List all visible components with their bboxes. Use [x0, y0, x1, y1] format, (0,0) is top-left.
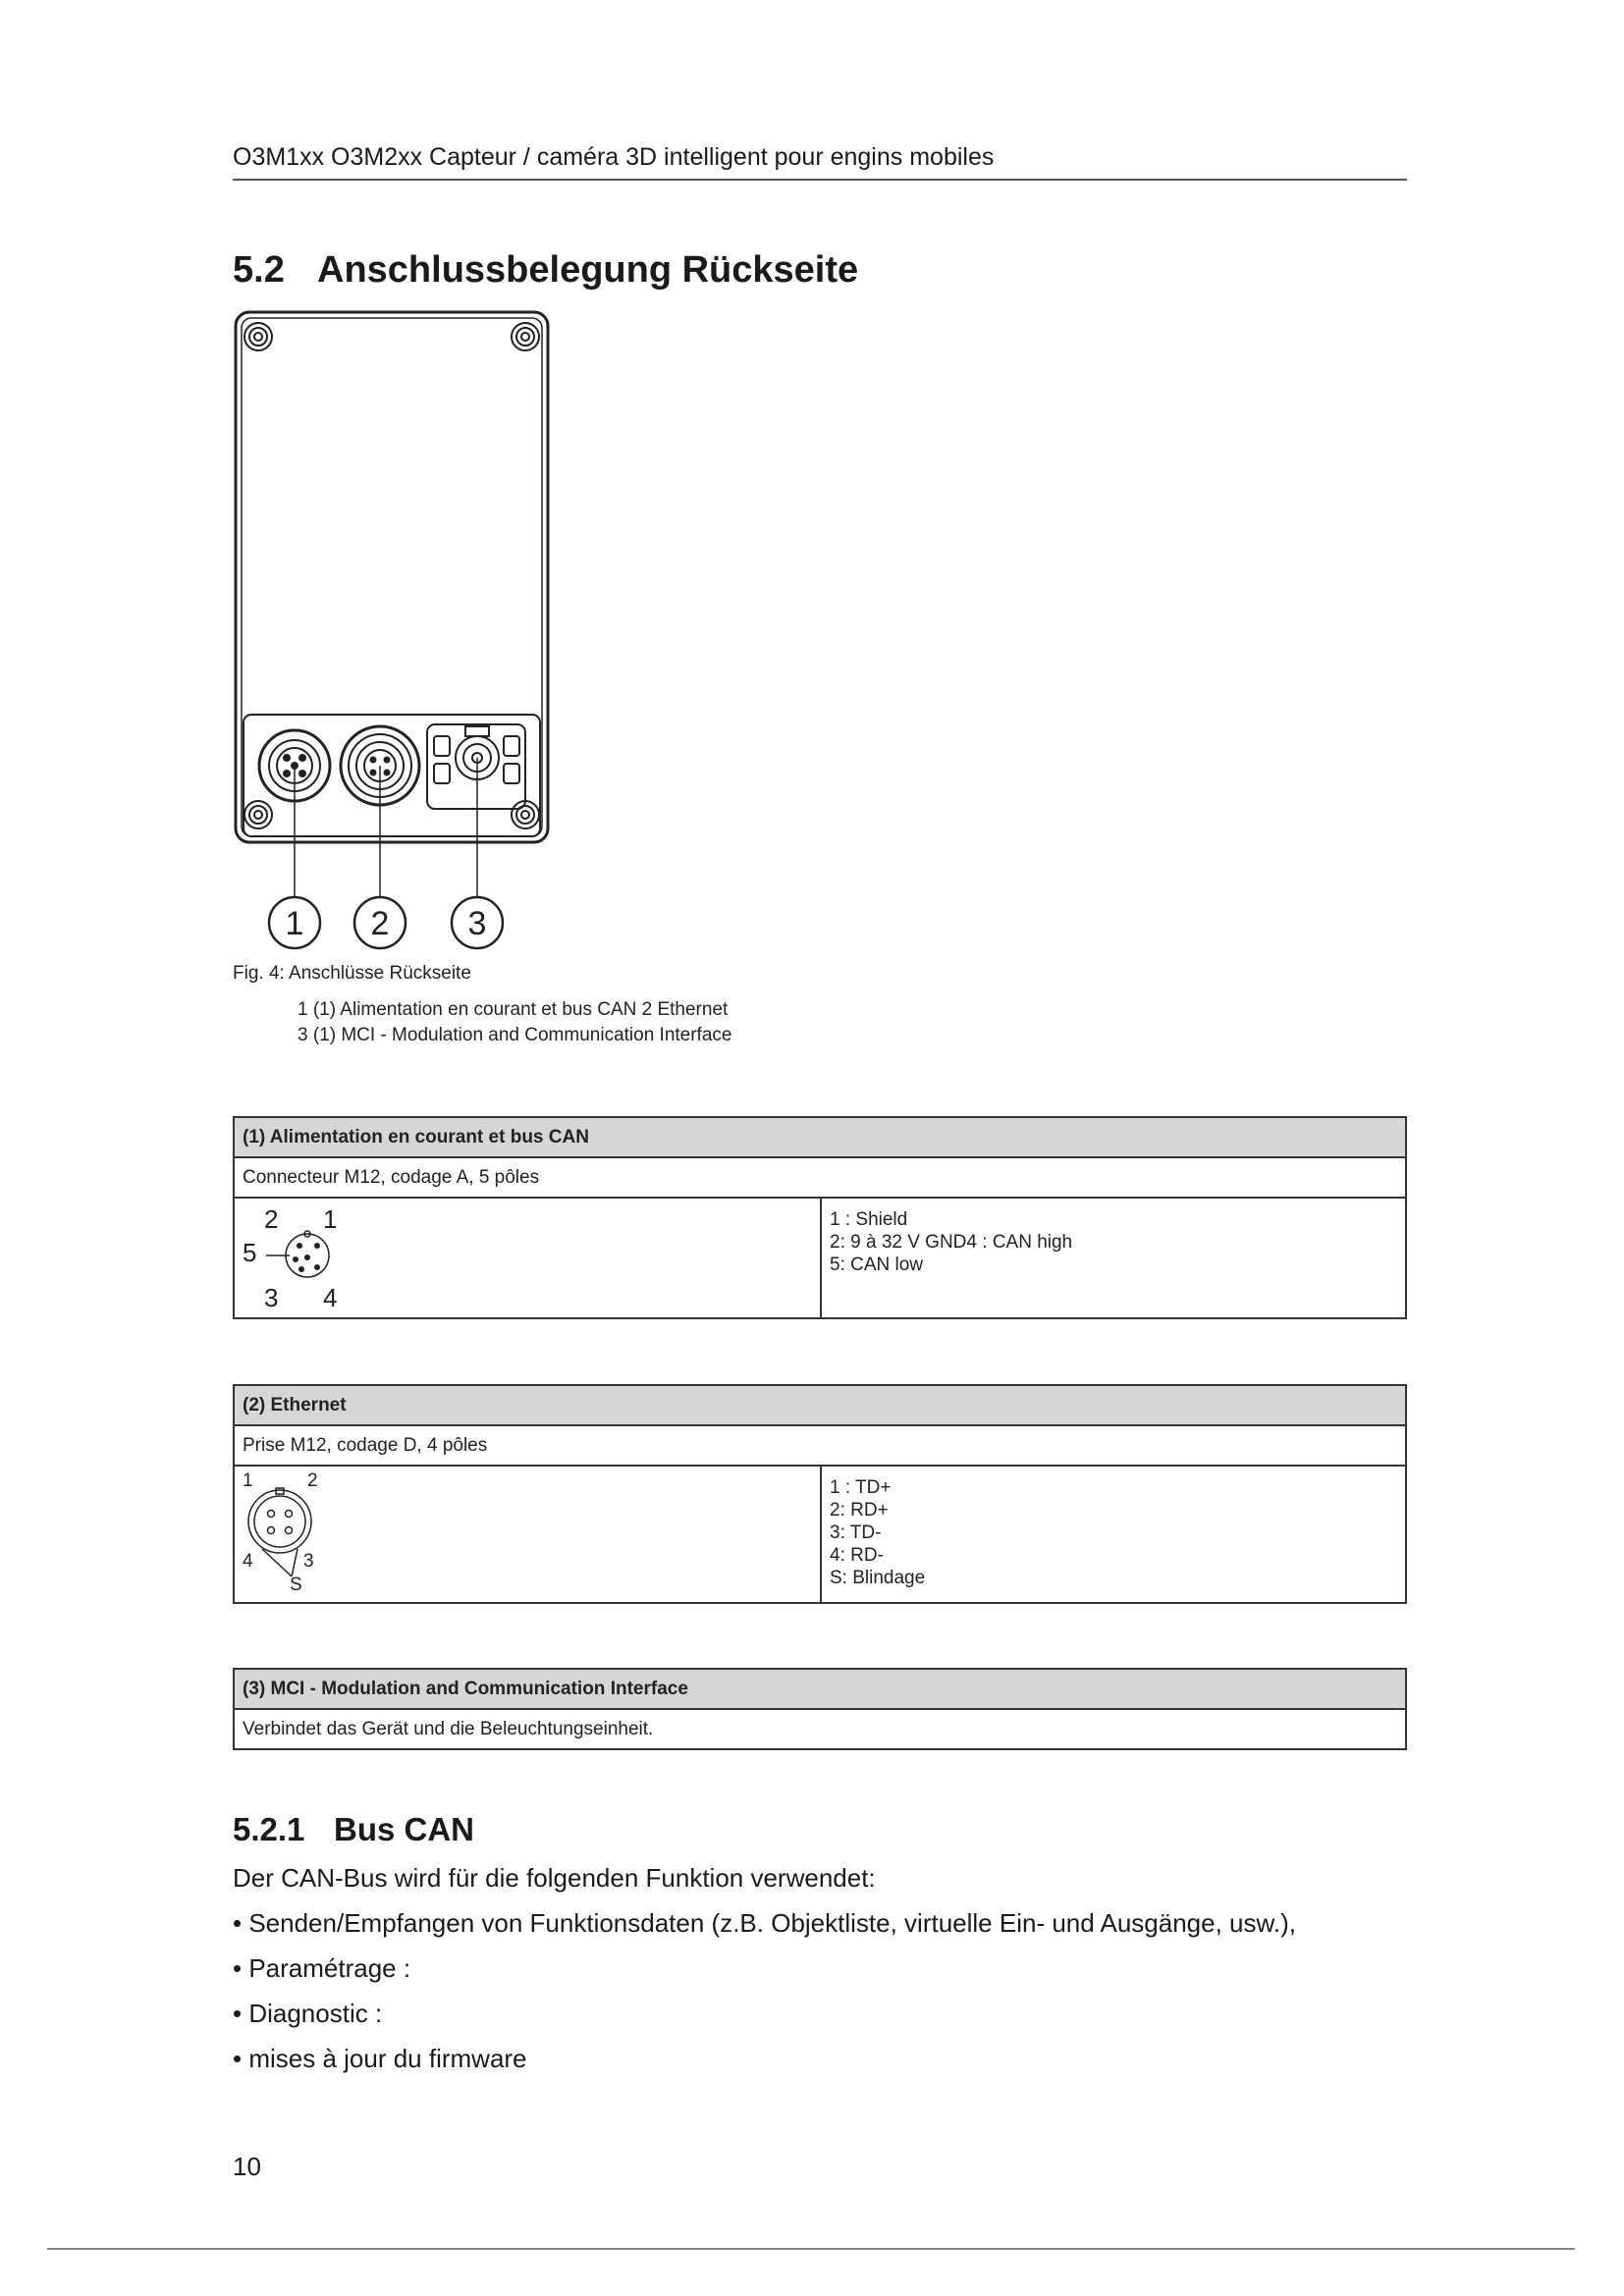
running-header: O3M1xx O3M2xx Capteur / caméra 3D intelligent pour engins mobiles — [233, 143, 995, 171]
m12-4-pin-diagram-icon — [241, 1474, 319, 1582]
m12-5-pin-diagram-icon — [260, 1220, 339, 1289]
body-intro: Der CAN-Bus wird für die folgenden Funktion verwendet: — [233, 1863, 876, 1893]
screw-icon — [512, 801, 539, 828]
pin-assignment-cell — [821, 1466, 1406, 1603]
table-subtitle: Verbindet das Gerät und die Beleuchtungseinheit. — [234, 1709, 1406, 1749]
pin-assignment: 2: 9 à 32 V GND4 : CAN high — [830, 1232, 1073, 1253]
pin-label: 2 — [307, 1470, 318, 1491]
figure-legend-item: 1 (1) Alimentation en courant et bus CAN 2 Ethernet — [298, 999, 729, 1020]
screw-icon — [512, 323, 539, 350]
pin-label: 3 — [303, 1551, 314, 1572]
bullet-item: • Diagnostic : — [233, 1999, 383, 2028]
footer-rule — [47, 2248, 1575, 2250]
table-title: (3) MCI - Modulation and Communication Interface — [234, 1669, 1406, 1709]
table-title: (2) Ethernet — [234, 1385, 1406, 1425]
bullet-item: • Paramétrage : — [233, 1953, 411, 1983]
subsection-number: 5.2.1 — [233, 1811, 305, 1847]
section-number: 5.2 — [233, 249, 285, 291]
callout-label: 3 — [467, 905, 487, 942]
pin-label: 3 — [264, 1283, 279, 1312]
figure-caption: Fig. 4: Anschlüsse Rückseite — [233, 963, 471, 984]
pin-label: S — [290, 1575, 302, 1595]
power-can-table — [233, 1116, 1407, 1319]
pin-assignment: 1 : Shield — [830, 1209, 908, 1230]
section-title: Anschlussbelegung Rückseite — [317, 249, 859, 291]
pin-assignment: 4: RD- — [830, 1545, 884, 1566]
subsection-heading — [233, 1811, 474, 1848]
pinout-cell — [234, 1198, 821, 1318]
pin-label: 1 — [243, 1470, 253, 1491]
pin-label: 2 — [264, 1204, 279, 1234]
pin-label: 1 — [323, 1204, 338, 1234]
pin-assignment: 1 : TD+ — [830, 1477, 892, 1498]
ethernet-table — [233, 1384, 1407, 1604]
bullet-item: • mises à jour du firmware — [233, 2044, 527, 2073]
subsection-title: Bus CAN — [334, 1811, 475, 1847]
pinout-cell — [234, 1466, 821, 1603]
mci-table — [233, 1668, 1407, 1750]
pin-label: 4 — [243, 1551, 253, 1572]
device-housing — [236, 312, 548, 842]
device-rear-diagram — [226, 304, 560, 962]
mci-connector-icon — [427, 724, 525, 809]
section-heading — [233, 249, 858, 292]
screw-icon — [244, 323, 272, 350]
page-number: 10 — [233, 2152, 261, 2181]
callout-label: 1 — [285, 905, 304, 942]
callout-label: 2 — [370, 905, 390, 942]
screw-icon — [244, 801, 272, 828]
header-rule — [233, 179, 1407, 181]
bullet-item: • Senden/Empfangen von Funktionsdaten (z.B. Objektliste, virtuelle Ein- und Ausgänge, usw.), — [233, 1908, 1296, 1938]
table-title: (1) Alimentation en courant et bus CAN — [234, 1117, 1406, 1157]
pin-label: 5 — [243, 1238, 257, 1267]
pin-assignment: 2: RD+ — [830, 1500, 889, 1521]
table-subtitle: Prise M12, codage D, 4 pôles — [234, 1425, 1406, 1466]
pin-assignment: S: Blindage — [830, 1568, 926, 1588]
pin-assignment: 3: TD- — [830, 1522, 882, 1543]
pin-label: 4 — [323, 1283, 338, 1312]
table-subtitle: Connecteur M12, codage A, 5 pôles — [234, 1157, 1406, 1198]
pin-assignment-cell — [821, 1198, 1406, 1318]
figure-legend-item: 3 (1) MCI - Modulation and Communication Interface — [298, 1025, 732, 1045]
pin-assignment: 5: CAN low — [830, 1255, 924, 1275]
